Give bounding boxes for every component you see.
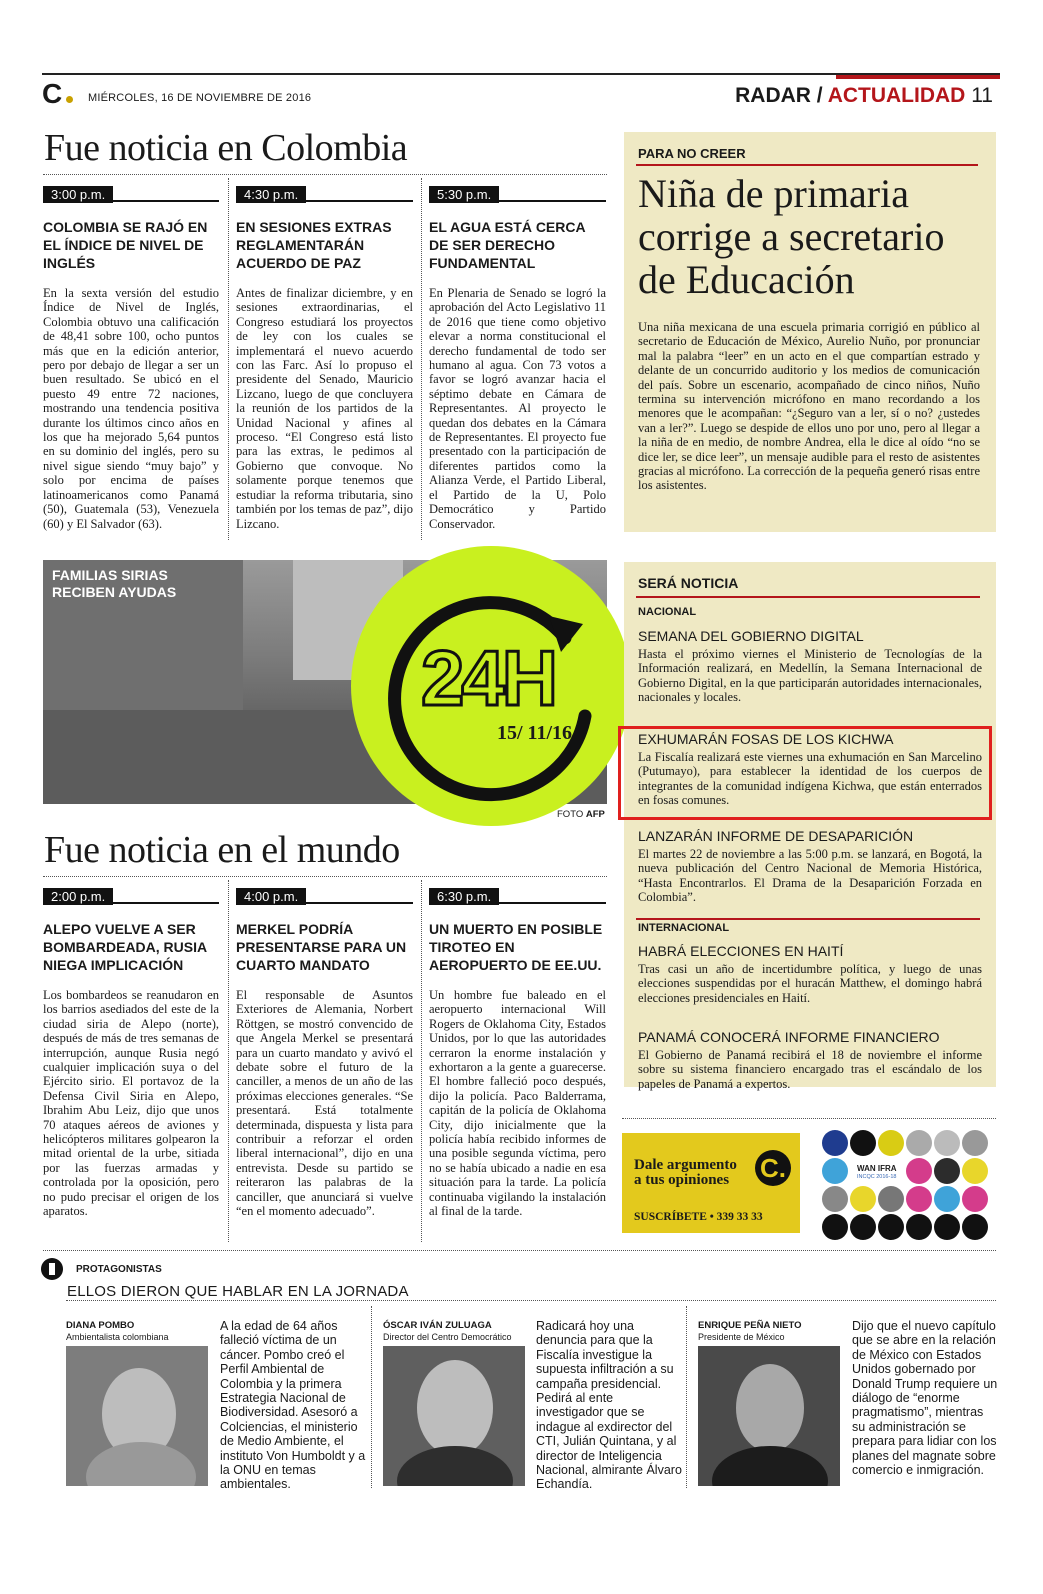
registration-dot-icon	[850, 1186, 876, 1212]
story-time: 3:00 p.m.	[43, 186, 113, 203]
story-headline: ALEPO VUELVE A SER BOMBARDEADA, RUSIA NIEGA IMPLICACIÓN	[43, 921, 207, 973]
ad-rule	[622, 1118, 996, 1119]
photo-credit-prefix: FOTO	[557, 809, 584, 820]
mundo-rule	[43, 876, 607, 877]
subsection-name: ACTUALIDAD	[827, 84, 966, 107]
registration-dot-icon	[962, 1130, 988, 1156]
agenda-body: La Fiscalía realizará este viernes una exhumación en San Marcelino (Putumayo), para establecer la identidad de los cuerpos de integrantes de la comunidad indígena Kichwa, que están enterrados en fosas comunes.	[638, 750, 982, 808]
registration-dot-icon	[934, 1214, 960, 1240]
registration-dot-icon	[822, 1158, 848, 1184]
story-headline: COLOMBIA SE RAJÓ EN EL ÍNDICE DE NIVEL DE INGLÉS	[43, 219, 208, 271]
person-name: DIANA POMBO	[66, 1320, 135, 1331]
registration-dot-icon	[962, 1186, 988, 1212]
photo-credit-agency: AFP	[585, 809, 605, 820]
person-photo	[383, 1346, 525, 1486]
person-role: Director del Centro Democrático	[383, 1332, 512, 1342]
column-divider	[421, 880, 422, 1242]
agenda-item	[638, 943, 982, 1005]
agenda-item-highlighted	[638, 731, 982, 808]
column-divider	[228, 880, 229, 1242]
story-mundo-1	[43, 888, 219, 1219]
person-role: Presidente de México	[698, 1332, 785, 1342]
agenda-item	[638, 628, 982, 705]
person-text: Radicará hoy una denuncia para que la Fiscalía investigue la supuesta infiltración a su campaña presidencial. Pedirá al ente investigador que se indague al exdirector del CTI, Julián Quintana, y al director de Inteligencia Nacional, almirante Álvaro Echandía.	[536, 1319, 682, 1492]
registration-dot-icon	[850, 1130, 876, 1156]
agenda-headline: LANZARÁN INFORME DE DESAPARICIÓN	[638, 828, 914, 844]
registration-dot-icon	[934, 1186, 960, 1212]
story-mundo-3	[429, 888, 606, 1219]
page-number: 11	[971, 84, 993, 107]
section-name: RADAR /	[735, 84, 823, 107]
section-header	[735, 84, 993, 108]
protagonistas-label: PROTAGONISTAS	[76, 1264, 162, 1275]
registration-dot-icon	[878, 1186, 904, 1212]
mundo-title: Fue noticia en el mundo	[44, 829, 400, 871]
person-name: ÓSCAR IVÁN ZULUAGA	[383, 1320, 492, 1331]
photo-caption	[52, 567, 176, 601]
story-body: En la sexta versión del estudio Índice de Nivel de Inglés, Colombia obtuvo una calificación de 48,41 sobre 100, ocho puntos más que en la edición anterior, pero por debajo de llegar a ser un buen resultado. Se ubicó en el puesto 49 entre 72 naciones, mostrando una tendencia positiva durante los últimos cinco años en los que ha mejorado 5,64 puntos en su dominio del inglés, pero su nivel sigue siendo “muy bajo” y solo por encima de países latinoamericanos como Panamá (50), Guatemala (53), Venezuela (60) y El Salvador (63).	[43, 286, 219, 531]
agenda-headline: PANAMÁ CONOCERÁ INFORME FINANCIERO	[638, 1029, 940, 1045]
story-headline: UN MUERTO EN POSIBLE TIROTEO EN AEROPUERTO DE EE.UU.	[429, 921, 603, 973]
colombia-title: Fue noticia en Colombia	[44, 127, 408, 169]
category-nacional: NACIONAL	[638, 606, 697, 618]
registration-dot-icon	[934, 1158, 960, 1184]
story-body: Los bombardeos se reanudaron en los barrios asediados del este de la ciudad siria de Alepo (norte), después de más de tres semanas de interrupción, aunque Rusia negó cualquier implicación suya o del Ejército sirio. El portavoz de la Defensa Civil Siria en Alepo, Ibrahim Abu Leiz, dijo que unos 70 ataques aéreos de aviones y helicópteros militares golpearon la mitad oriental de la urbe, sitiada por las fuerzas armadas y controlada por la oposición, pero no pudo precisar el origen de los aparatos.	[43, 988, 219, 1219]
story-time: 6:30 p.m.	[429, 888, 499, 905]
story-colombia-1	[43, 186, 219, 531]
story-body: El responsable de Asuntos Exteriores de Alemania, Norbert Röttgen, se mostró convencido de que Angela Merkel se presentará para un cuarto mandato y avivó el debate sobre el futuro de la canciller, a menos de un año de las próximas elecciones generales. “Se presentará. Está totalmente determinada, dispuesta y lista para contribuir a reforzar el orden liberal internacional”, dijo en una entrevista. Desde su partido se reiteraron las palabras de la canciller, que anunciará si vuelve “en el momento adecuado”.	[236, 988, 413, 1219]
ad-line: a tus opiniones	[634, 1172, 730, 1188]
person-role: Ambientalista colombiana	[66, 1332, 169, 1342]
story-body: En Plenaria de Senado se logró la aprobación del Acto Legislativo 11 de 2016 que tiene como objetivo elevar a norma constitucional el derecho fundamental de todo ser humano al agua. Con 73 votos a favor se logró avanzar hacia el séptimo debate en Cámara de Representantes. Al proyecto le quedan dos debates en la Cámara de Representantes. El proyecto fue presentado con la participación de diferentes partidos como la Alianza Verde, el Partido Liberal, el Partido de la U, Polo Democrático y Partido Conservador.	[429, 286, 606, 531]
registration-dot-icon	[822, 1186, 848, 1212]
registration-dot-icon	[962, 1158, 988, 1184]
sera-noticia-rule	[636, 918, 980, 920]
photo-caption-line: FAMILIAS SIRIAS	[52, 567, 168, 583]
registration-dot-icon	[906, 1130, 932, 1156]
person-photo	[698, 1346, 840, 1486]
agenda-body: Hasta el próximo viernes el Ministerio de Tecnologías de la Información realizará, en Medellín, la Semana Internacional de Gobierno Digital, en la que participarán autoridades internacionales, nacionales y locales.	[638, 647, 982, 705]
incqc-label: INCQC 2016-18	[857, 1174, 897, 1180]
story-time: 4:00 p.m.	[236, 888, 306, 905]
sera-noticia-rule	[636, 596, 980, 598]
column-divider	[686, 1306, 687, 1488]
section-accent-bar	[836, 75, 1000, 79]
story-time: 5:30 p.m.	[429, 186, 499, 203]
story-headline: MERKEL PODRÍA PRESENTARSE PARA UN CUARTO MANDATO	[236, 921, 407, 973]
wan-ifra-logo: WAN IFRA	[857, 1164, 897, 1173]
registration-dot-icon	[906, 1186, 932, 1212]
registration-dot-icon	[962, 1214, 988, 1240]
ad-headline	[634, 1158, 737, 1188]
story-colombia-3	[429, 186, 606, 531]
color-registration-marks	[822, 1130, 992, 1240]
para-no-creer-body: Una niña mexicana de una escuela primaria corrigió en público al secretario de Educación de México, Aurelio Nuño, por pronunciar mal la palabra “leer” en un acto en el que compartían estrado y delante de un concurrido auditorio y los medios de comunicación del país. Sobre un escenario, acompañado de cinco niños, Nuño termina su intervención micrófono en mano recordando a los menores que le acompañan: “¿Seguro van a ler, sí o no? ¿ustedes van a ler?”. Luego se despide de ellos uno por uno, pero al llegar a la niña de en medio, de nombre Andrea, ella le dice al oído “no se dice ler, se dice leer”, un mensaje audible para el resto de asistentes gracias al micrófono. La corrección de la pequeña generó risas entre los asistentes.	[638, 320, 980, 493]
sera-noticia-label: SERÁ NOTICIA	[638, 575, 739, 591]
person-name: ENRIQUE PEÑA NIETO	[698, 1320, 802, 1331]
column-divider	[371, 1306, 372, 1488]
category-internacional: INTERNACIONAL	[638, 922, 730, 934]
protagonistas-rule	[66, 1300, 996, 1301]
badge-date: 15/ 11/16	[497, 722, 573, 744]
registration-dot-icon	[934, 1130, 960, 1156]
agenda-headline: HABRÁ ELECCIONES EN HAITÍ	[638, 943, 844, 959]
story-headline: EL AGUA ESTÁ CERCA DE SER DERECHO FUNDAMENTAL	[429, 219, 586, 271]
agenda-body: El martes 22 de noviembre a las 5:00 p.m. se lanzará, en Bogotá, la nueva publicación del Centro Nacional de Memoria Histórica, “Hasta Encontrarlos. El Drama de la Desaparición Forzada en Colombia”.	[638, 847, 982, 905]
para-no-creer-rule	[636, 164, 978, 166]
badge-text: 24H	[421, 634, 556, 722]
photo-credit	[557, 809, 605, 820]
agenda-headline: SEMANA DEL GOBIERNO DIGITAL	[638, 628, 864, 644]
info-person-icon-glyph	[49, 1263, 55, 1275]
registration-dot-icon	[906, 1214, 932, 1240]
registration-dot-icon	[906, 1158, 932, 1184]
person-text: Dijo que el nuevo capítulo que se abre en la relación de México con Estados Unidos gobernado por Donald Trump requiere un diálogo de “enorme pragmatismo”, mientras su administración se prepara para lidiar con los planes del magnate sobre comercio e inmigración.	[852, 1319, 998, 1478]
column-divider	[421, 178, 422, 540]
protagonistas-top-rule	[43, 1250, 996, 1251]
agenda-item	[638, 1029, 982, 1091]
24h-badge	[351, 546, 631, 826]
newspaper-logo: C	[42, 78, 63, 109]
agenda-headline: EXHUMARÁN FOSAS DE LOS KICHWA	[638, 731, 894, 747]
registration-dot-icon	[822, 1130, 848, 1156]
ad-logo-icon: C.	[755, 1150, 791, 1186]
story-colombia-2	[236, 186, 413, 531]
story-mundo-2	[236, 888, 413, 1219]
agenda-body: Tras casi un año de incertidumbre política, y luego de unas elecciones suspendidas por el huracán Matthew, el domingo habrá elecciones presidenciales en Haití.	[638, 962, 982, 1005]
story-headline: EN SESIONES EXTRAS REGLAMENTARÁN ACUERDO DE PAZ	[236, 219, 392, 271]
para-no-creer-title: Niña de primaria corrige a secretario de Educación	[638, 171, 945, 302]
registration-dot-icon	[878, 1214, 904, 1240]
logo-dot-icon	[66, 96, 73, 103]
dateline: MIÉRCOLES, 16 DE NOVIEMBRE DE 2016	[88, 92, 312, 104]
protagonistas-subtitle: ELLOS DIERON QUE HABLAR EN LA JORNADA	[67, 1283, 409, 1300]
person-photo	[66, 1346, 208, 1486]
ad-phone[interactable]: SUSCRÍBETE • 339 33 33	[634, 1211, 763, 1223]
registration-dot-icon	[822, 1214, 848, 1240]
person-text: A la edad de 64 años falleció víctima de un cáncer. Pombo creó el Perfil Ambiental de Colombia y la primera Estrategia Nacional de Biodiversidad. Asesoró a Colciencias, el ministerio de Medio Ambiente, el instituto Von Humboldt y a la ONU en temas ambientales.	[220, 1319, 366, 1492]
story-body: Un hombre fue baleado en el aeropuerto internacional Will Rogers de Oklahoma City, Estados Unidos, por lo que las autoridades cerraron la enorme instalación y exhortaron a la gente a guarecerse. El hombre falleció poco después, dijo la policía. Paco Balderrama, capitán de la policía de Oklahoma City, dijo inicialmente que la policía había recibido informes de una posible segunda víctima, pero no se había ubicado a nadie en esa situación para la tarde. La policía continuaba vigilando la instalación al final de la tarde.	[429, 988, 606, 1219]
photo-caption-line: RECIBEN AYUDAS	[52, 584, 177, 600]
registration-dot-icon	[878, 1130, 904, 1156]
story-body: Antes de finalizar diciembre, y en sesiones extraordinarias, el Congreso estudiará los proyectos de ley con los cuales se implementará el nuevo acuerdo con las Farc. Así lo propuso el presidente del Senado, Mauricio Lizcano, luego de que concluyera la reunión de los partidos de la Unidad Nacional y afines al proceso. “El Congreso está listo para las extras, le pedimos al Gobierno que convoque. No solamente porque tenemos que estudiar la reforma tributaria, sino también por los temas de paz”, dijo Lizcano.	[236, 286, 413, 531]
ad-line: Dale argumento	[634, 1157, 737, 1173]
colombia-rule	[43, 174, 607, 175]
para-no-creer-label: PARA NO CREER	[638, 146, 746, 161]
column-divider	[228, 178, 229, 540]
agenda-body: El Gobierno de Panamá recibirá el 18 de noviembre el informe sobre su sistema financiero encargado tras el escándalo de los papeles de Panamá a expertos.	[638, 1048, 982, 1091]
story-time: 2:00 p.m.	[43, 888, 113, 905]
registration-dot-icon	[850, 1214, 876, 1240]
agenda-item	[638, 828, 982, 905]
story-time: 4:30 p.m.	[236, 186, 306, 203]
